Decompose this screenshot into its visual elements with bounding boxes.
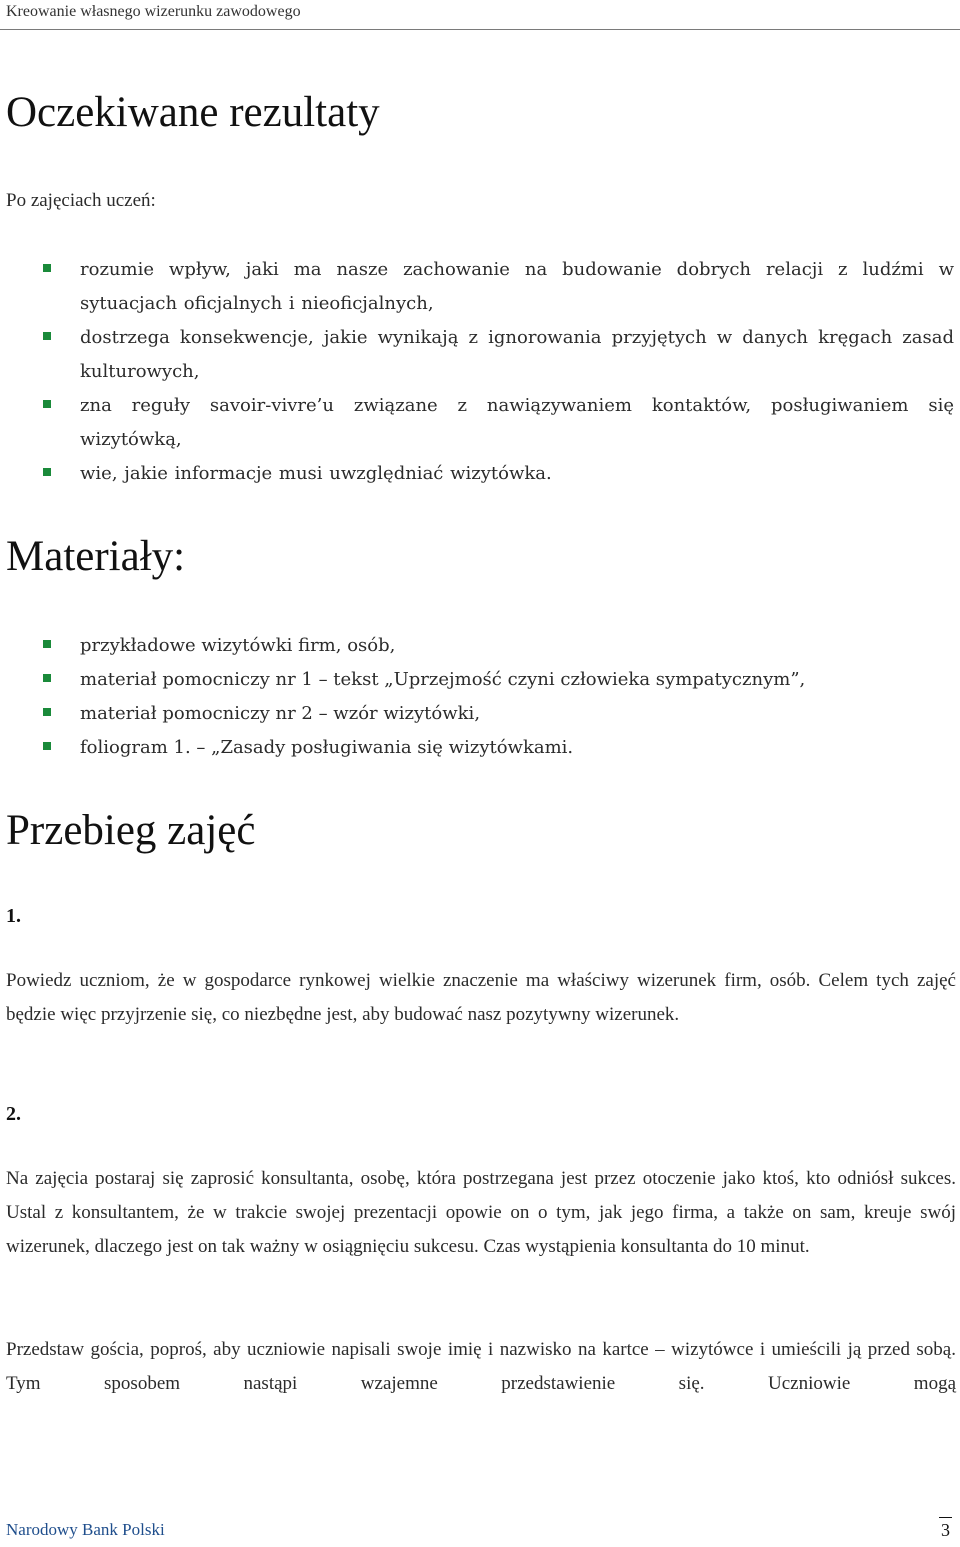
square-bullet-icon <box>43 332 51 340</box>
step-1-paragraph: Powiedz uczniom, że w gospodarce rynkowej wielkie znaczenie ma właściwy wizerunek firm, osób. Celem tych zajęć będzie więc przyjrzenie się, co niezbędne jest, aby budować nasz pozytywny wizerunek. <box>6 970 956 1025</box>
materials-list <box>0 629 954 765</box>
square-bullet-icon <box>43 742 51 750</box>
list-item: rozumie wpływ, jaki ma nasze zachowanie na budowanie dobrych relacji z ludźmi w sytuacjach oficjalnych i nieoficjalnych, <box>0 253 954 321</box>
step-2-paragraph: Na zajęcia postaraj się zaprosić konsultanta, osobę, która postrzegana jest przez otoczenie jako ktoś, kto odniósł sukces. Ustal z konsultantem, że w trakcie swojej prezentacji opowie on o tym, jak jego firma, a także on sam, kreuje swój wizerunek, dlaczego jest on tak ważny w osiągnięciu sukcesu. Czas wystąpienia konsultanta do 10 minut. <box>6 1168 956 1257</box>
list-item: materiał pomocniczy nr 1 – tekst „Uprzejmość czyni człowieka sympatycznym”, <box>0 663 954 697</box>
intro-text: Po zajęciach uczeń: <box>6 190 156 211</box>
course-heading: Przebieg zajęć <box>6 807 256 854</box>
square-bullet-icon <box>43 674 51 682</box>
footer-publisher: Narodowy Bank Polski <box>6 1520 165 1539</box>
list-item: przykładowe wizytówki firm, osób, <box>0 629 954 663</box>
list-item: foliogram 1. – „Zasady posługiwania się wizytówkami. <box>0 731 954 765</box>
list-item: dostrzega konsekwencje, jakie wynikają z ignorowania przyjętych w danych kręgach zasad kulturowych, <box>0 321 954 389</box>
square-bullet-icon <box>43 400 51 408</box>
step-2-paragraph-continued: Przedstaw gościa, poproś, aby uczniowie napisali swoje imię i nazwisko na kartce – wizytówce i umieścili ją przed sobą. Tym sposobem nastąpi wzajemne przedstawienie się. Uczniowie mogą <box>6 1339 956 1394</box>
running-header <box>0 0 960 30</box>
list-item: wie, jakie informacje musi uwzględniać wizytówka. <box>0 457 954 491</box>
square-bullet-icon <box>43 640 51 648</box>
square-bullet-icon <box>43 468 51 476</box>
page-number: 3 <box>939 1517 952 1541</box>
list-item: materiał pomocniczy nr 2 – wzór wizytówki, <box>0 697 954 731</box>
header-title: Kreowanie własnego wizerunku zawodowego <box>6 3 301 20</box>
square-bullet-icon <box>43 264 51 272</box>
page-footer <box>0 1512 960 1547</box>
step-2-number: 2. <box>6 1103 21 1125</box>
materials-heading: Materiały: <box>6 533 186 580</box>
step-1-number: 1. <box>6 905 21 927</box>
list-item: zna reguły savoir-vivre’u związane z nawiązywaniem kontaktów, posługiwaniem się wizytówką, <box>0 389 954 457</box>
square-bullet-icon <box>43 708 51 716</box>
goals-list <box>0 253 954 491</box>
results-heading: Oczekiwane rezultaty <box>6 89 380 136</box>
